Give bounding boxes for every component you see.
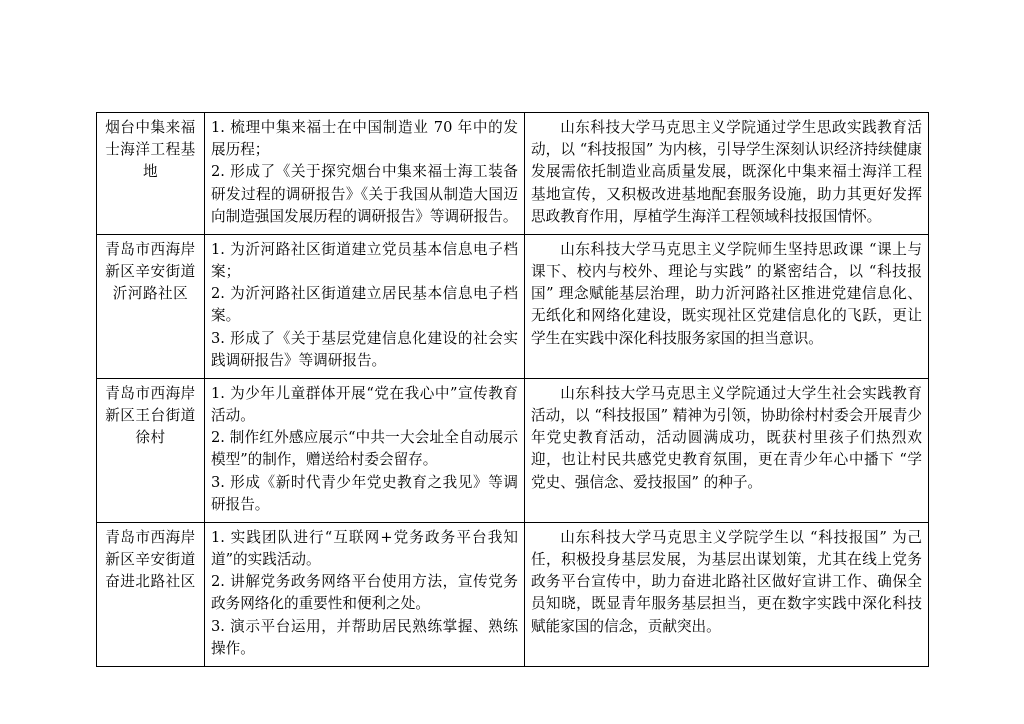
description-text: 山东科技大学马克思主义学院通过学生思政实践教育活动，以 “科技报国” 为内核，引导学生深刻认识经济持续健康发展需依托制造业高质量发展，既深化中集来福士海洋工程基地宣传，又积极改进基地配套服务设施，助力其更好发挥思政教育作用，厚植学生海洋工程领域科技报国情怀。 (531, 119, 922, 225)
tasks-cell (205, 234, 525, 378)
table-row (97, 378, 929, 522)
base-name-text: 烟台中集来福士海洋工程基地 (105, 119, 196, 181)
practice-bases-table (96, 112, 929, 667)
base-name-text: 青岛市西海岸新区辛安街道沂河路社区 (105, 240, 196, 303)
base-name-cell (97, 378, 205, 522)
description-text: 山东科技大学马克思主义学院学生以 “科技报国” 为己任，积极投身基层发展，为基层出谋划策，尤其在线上党务政务平台宣传中，助力奋进北路社区做好宣讲工作、确保全员知晓，既显青年服务基层担当，更在数字实践中深化科技赋能家国的信念，贡献突出。 (531, 528, 922, 635)
tasks-cell (205, 113, 525, 235)
task-item: 3. 形成了《关于基层党建信息化建设的社会实践调研报告》等调研报告。 (211, 329, 518, 369)
task-item: 3. 形成《新时代青少年党史教育之我见》等调研报告。 (211, 473, 518, 513)
task-item: 3. 演示平台运用，并帮助居民熟练掌握、熟练操作。 (211, 617, 518, 657)
base-name-text: 青岛市西海岸新区王台街道徐村 (105, 384, 196, 447)
tasks-cell (205, 522, 525, 666)
base-name-cell (97, 522, 205, 666)
task-item: 1. 为沂河路社区街道建立党员基本信息电子档案； (211, 240, 518, 281)
task-item: 2. 为沂河路社区街道建立居民基本信息电子档案。 (211, 285, 518, 325)
task-item: 1. 梳理中集来福士在中国制造业 70 年中的发展历程； (211, 119, 518, 159)
table-container (96, 112, 928, 667)
table-row (97, 113, 929, 235)
task-item: 2. 形成了《关于探究烟台中集来福士海工装备研发过程的调研报告》《关于我国从制造大国迈向制造强国发展历程的调研报告》等调研报告。 (211, 163, 518, 225)
description-cell (525, 378, 929, 522)
description-cell (525, 522, 929, 666)
description-cell (525, 234, 929, 378)
task-item: 2. 讲解党务政务网络平台使用方法，宣传党务政务网络化的重要性和便利之处。 (211, 573, 518, 613)
task-item: 1. 为少年儿童群体开展“党在我心中”宣传教育活动。 (211, 384, 518, 425)
description-text: 山东科技大学马克思主义学院通过大学生社会实践教育活动，以 “科技报国” 精神为引领，协助徐村村委会开展青少年党史教育活动，活动圆满成功，既获村里孩子们热烈欢迎，也让村民共感党史教育氛围，更在青少年心中播下 “学党史、强信念、爱技报国” 的种子。 (531, 384, 922, 491)
description-cell (525, 113, 929, 235)
table-row (97, 234, 929, 378)
tasks-cell (205, 378, 525, 522)
base-name-cell (97, 113, 205, 235)
task-item: 1. 实践团队进行“互联网+党务政务平台我知道”的实践活动。 (211, 528, 518, 569)
task-item: 2. 制作红外感应展示“中共一大会址全自动展示模型”的制作，赠送给村委会留存。 (211, 429, 518, 469)
base-name-cell (97, 234, 205, 378)
table-row (97, 522, 929, 666)
base-name-text: 青岛市西海岸新区辛安街道奋进北路社区 (105, 528, 196, 591)
description-text: 山东科技大学马克思主义学院师生坚持思政课 “课上与课下、校内与校外、理论与实践” 的紧密结合，以 “科技报国” 理念赋能基层治理，助力沂河路社区推进党建信息化、无纸化和网络化建设，既实现社区党建信息化的飞跃，更让学生在实践中深化科技服务家国的担当意识。 (531, 240, 922, 347)
